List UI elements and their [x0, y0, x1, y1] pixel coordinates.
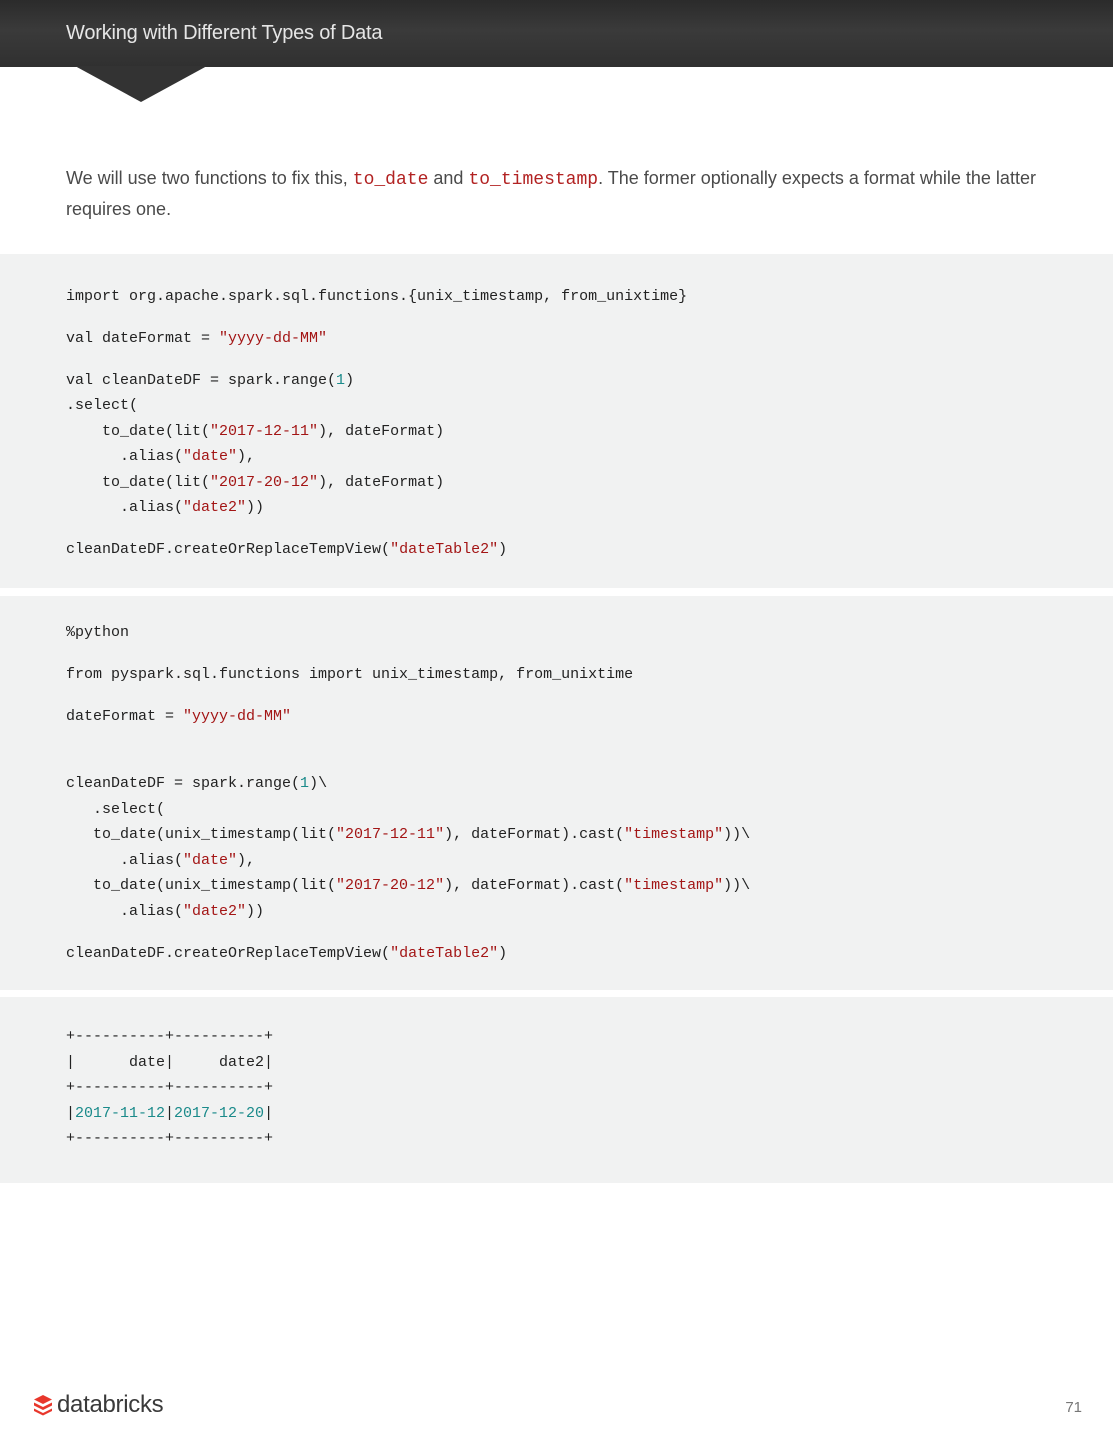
code-line: to_date(unix_timestamp(lit("2017-20-12"), dateFormat).cast("timestamp"))\: [66, 877, 751, 894]
code-line: to_date(lit("2017-12-11"), dateFormat): [66, 423, 445, 440]
table-border: +----------+----------+: [66, 1079, 274, 1096]
output-table-block: [0, 997, 1113, 1183]
code-line: val cleanDateDF = spark.range(1): [66, 372, 355, 389]
code-line: to_date(lit("2017-20-12"), dateFormat): [66, 474, 445, 491]
table-header-row: | date| date2|: [66, 1054, 274, 1071]
databricks-logo-icon: [33, 1394, 53, 1416]
code-line: from pyspark.sql.functions import unix_timestamp, from_unixtime: [66, 666, 634, 683]
code-line: dateFormat = "yyyy-dd-MM": [66, 708, 292, 725]
databricks-logo: [33, 1392, 163, 1418]
code-line: .select(: [66, 801, 166, 818]
code-line: %python: [66, 624, 130, 641]
code-line: .alias("date2")): [66, 499, 265, 516]
code-line: cleanDateDF = spark.range(1)\: [66, 775, 328, 792]
code-line: .alias("date2")): [66, 903, 265, 920]
page-number: 71: [1065, 1399, 1082, 1416]
code-line: cleanDateDF.createOrReplaceTempView("dateTable2"): [66, 945, 508, 962]
table-cell-date2: 2017-12-20: [174, 1105, 265, 1122]
code-line: cleanDateDF.createOrReplaceTempView("dateTable2"): [66, 541, 508, 558]
intro-paragraph: [66, 164, 1046, 224]
code-line: val dateFormat = "yyyy-dd-MM": [66, 330, 328, 347]
code-line: .select(: [66, 397, 139, 414]
table-cell-date: 2017-11-12: [75, 1105, 166, 1122]
python-code-block: [0, 596, 1113, 990]
intro-code-to-timestamp: to_timestamp: [468, 170, 599, 190]
intro-code-to-date: to_date: [352, 170, 429, 190]
intro-text-3: . The former optionally expects a format while the latter requires one.: [66, 168, 1036, 219]
header-notch: [75, 66, 207, 102]
code-line: import org.apache.spark.sql.functions.{unix_timestamp, from_unixtime}: [66, 288, 688, 305]
code-line: to_date(unix_timestamp(lit("2017-12-11"), dateFormat).cast("timestamp"))\: [66, 826, 751, 843]
scala-code-block: [0, 254, 1113, 588]
table-border: +----------+----------+: [66, 1028, 274, 1045]
code-line: .alias("date"),: [66, 448, 256, 465]
databricks-logo-text: databricks: [57, 1391, 164, 1418]
header-title: Working with Different Types of Data: [66, 22, 383, 44]
table-border: +----------+----------+: [66, 1130, 274, 1147]
table-row: |2017-11-12|2017-12-20|: [66, 1105, 274, 1122]
page-header: [0, 0, 1113, 67]
intro-text-2: and: [428, 168, 469, 188]
intro-text-1: We will use two functions to fix this,: [66, 168, 353, 188]
code-line: .alias("date"),: [66, 852, 256, 869]
